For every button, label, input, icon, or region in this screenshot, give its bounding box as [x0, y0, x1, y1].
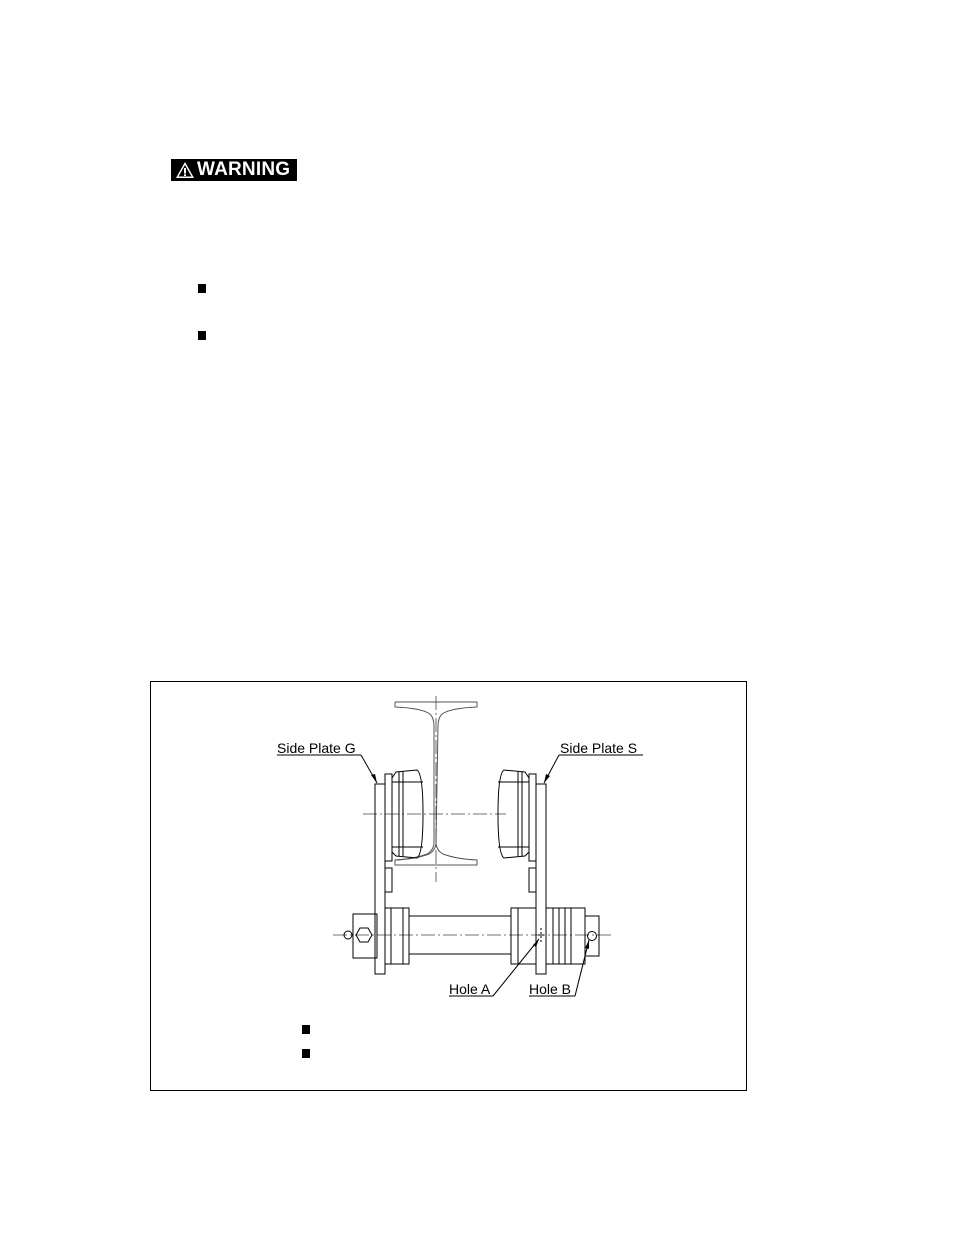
trolley-diagram — [151, 682, 748, 1092]
leader-lines — [277, 755, 643, 996]
axle-shaft — [344, 908, 599, 964]
warning-triangle-icon — [175, 161, 195, 179]
figure-frame — [150, 681, 747, 1091]
square-bullet-icon — [198, 284, 206, 293]
side-plate-s — [498, 770, 546, 974]
warning-badge — [171, 159, 297, 181]
square-bullet-icon — [198, 331, 206, 340]
hole-b-label: Hole B — [529, 981, 572, 997]
side-plate-g-label: Side Plate G — [277, 740, 356, 756]
hole-a-label: Hole A — [449, 981, 491, 997]
side-plate-s-label: Side Plate S — [560, 740, 638, 756]
side-plate-g — [375, 770, 423, 974]
square-bullet-icon — [302, 1025, 310, 1034]
square-bullet-icon — [302, 1049, 310, 1058]
warning-label: WARNING — [197, 159, 291, 180]
